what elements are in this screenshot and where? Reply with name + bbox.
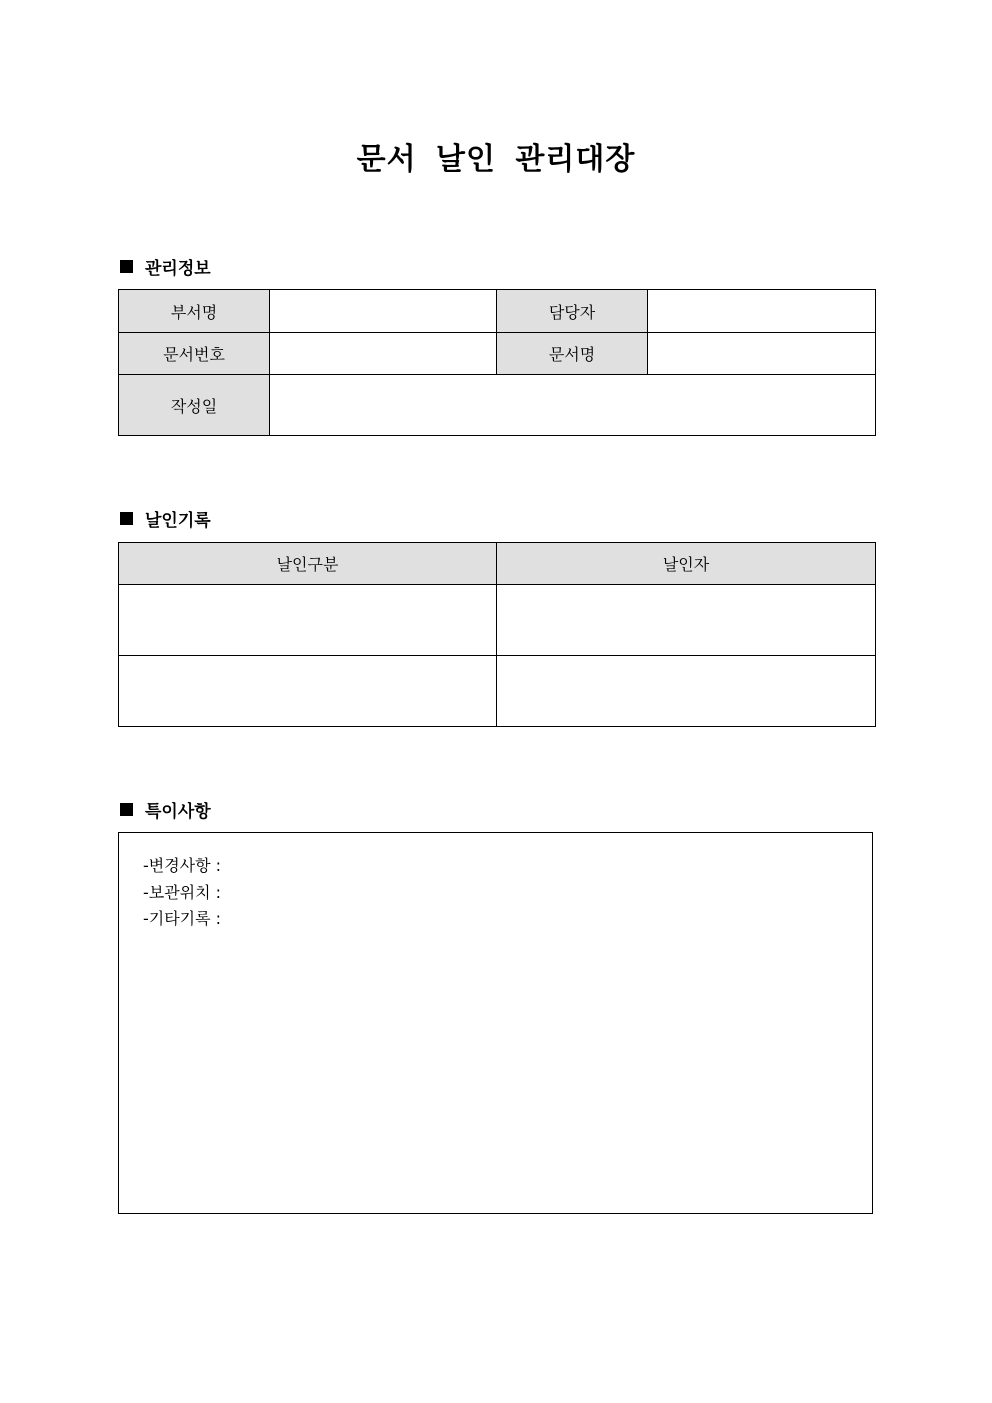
label-manager: 담당자 — [497, 290, 648, 333]
label-doc-name: 문서명 — [497, 333, 648, 375]
square-bullet-icon — [120, 803, 133, 816]
cell-sealer[interactable] — [497, 585, 876, 656]
remark-line-changes: -변경사항 : — [143, 856, 222, 875]
table-row — [119, 656, 876, 727]
label-department: 부서명 — [119, 290, 270, 333]
seal-record-table — [118, 542, 876, 727]
section-heading-label: 관리정보 — [145, 259, 211, 279]
remarks-box[interactable] — [118, 832, 873, 1214]
header-seal-type: 날인구분 — [119, 543, 497, 585]
field-manager[interactable] — [648, 290, 876, 333]
label-created-date: 작성일 — [119, 375, 270, 436]
section-heading-label: 날인기록 — [145, 511, 211, 531]
header-sealer: 날인자 — [497, 543, 876, 585]
field-doc-number[interactable] — [270, 333, 497, 375]
field-department[interactable] — [270, 290, 497, 333]
label-doc-number: 문서번호 — [119, 333, 270, 375]
remark-line-other: -기타기록 : — [143, 909, 222, 928]
section-heading-management — [120, 254, 211, 279]
field-created-date[interactable] — [270, 375, 876, 436]
cell-sealer[interactable] — [497, 656, 876, 727]
cell-seal-type[interactable] — [119, 656, 497, 727]
section-heading-remarks — [120, 797, 211, 822]
field-doc-name[interactable] — [648, 333, 876, 375]
page-title: 문서 날인 관리대장 — [356, 142, 636, 177]
square-bullet-icon — [120, 512, 133, 525]
remark-line-storage: -보관위치 : — [143, 883, 222, 902]
management-info-table — [118, 289, 876, 436]
square-bullet-icon — [120, 260, 133, 273]
section-heading-label: 특이사항 — [145, 802, 211, 822]
table-row — [119, 585, 876, 656]
section-heading-seal — [120, 506, 211, 531]
cell-seal-type[interactable] — [119, 585, 497, 656]
